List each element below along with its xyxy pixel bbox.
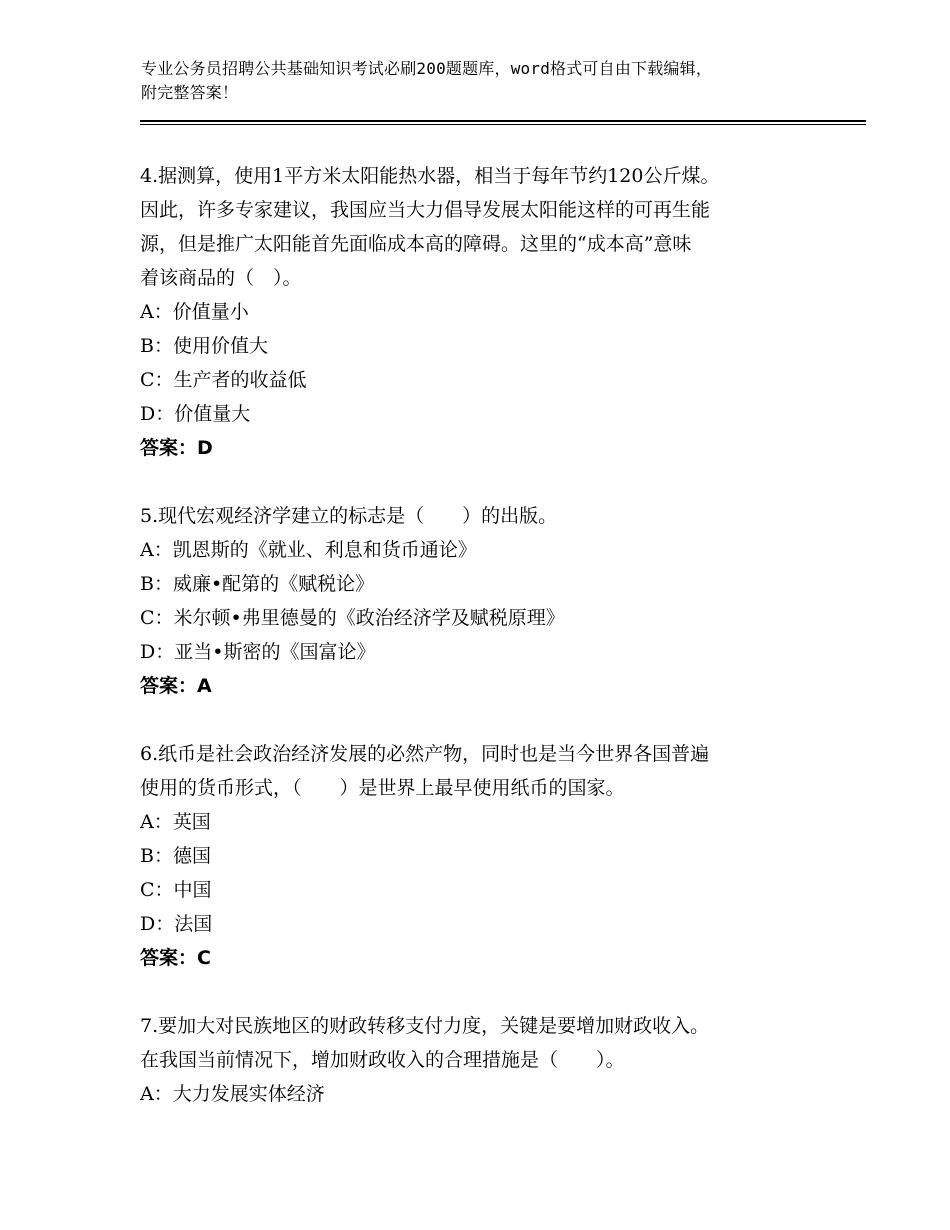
question-text-line: 6.纸币是社会政治经济发展的必然产物，同时也是当今世界各国普遍 [140,743,710,765]
question-list [140,159,830,1145]
question-text-line: 7.要加大对民族地区的财政转移支付力度，关键是要增加财政收入。 [140,1015,710,1037]
question-6 [140,737,830,975]
question-4 [140,159,830,465]
question-text-line: 源，但是推广太阳能首先面临成本高的障碍。这里的“成本高”意味 [140,233,692,255]
option-c: C：生产者的收益低 [140,369,307,391]
question-5 [140,499,830,703]
document-header [141,57,841,105]
option-b: B：威廉•配第的《赋税论》 [140,573,375,595]
answer-label: 答案：C [140,947,211,969]
option-d: D：法国 [140,913,213,935]
option-d: D：亚当•斯密的《国富论》 [140,641,376,663]
option-a: A：大力发展实体经济 [140,1083,325,1105]
answer-label: 答案：D [140,437,213,459]
header-line: 专业公务员招聘公共基础知识考试必刷200题题库，word格式可自由下载编辑， [141,59,713,78]
option-a: A：价值量小 [140,301,249,323]
option-d: D：价值量大 [140,403,251,425]
header-line: 附完整答案！ [141,83,239,102]
question-text-line: 5.现代宏观经济学建立的标志是（ ）的出版。 [140,505,558,527]
option-a: A：英国 [140,811,211,833]
answer-label: 答案：A [140,675,212,697]
option-b: B：使用价值大 [140,335,268,357]
option-a: A：凯恩斯的《就业、利息和货币通论》 [140,539,477,561]
question-text-line: 4.据测算，使用1平方米太阳能热水器，相当于每年节约120公斤煤。 [140,165,720,187]
question-7 [140,1009,830,1111]
option-c: C：中国 [140,879,212,901]
question-text-line: 因此，许多专家建议，我国应当大力倡导发展太阳能这样的可再生能 [140,199,711,221]
option-b: B：德国 [140,845,211,867]
header-divider [140,120,866,125]
option-c: C：米尔顿•弗里德曼的《政治经济学及赋税原理》 [140,607,565,629]
question-text-line: 着该商品的（ ）。 [140,267,302,289]
question-text-line: 在我国当前情况下，增加财政收入的合理措施是（ ）。 [140,1049,625,1071]
question-text-line: 使用的货币形式，（ ）是世界上最早使用纸币的国家。 [140,777,625,799]
